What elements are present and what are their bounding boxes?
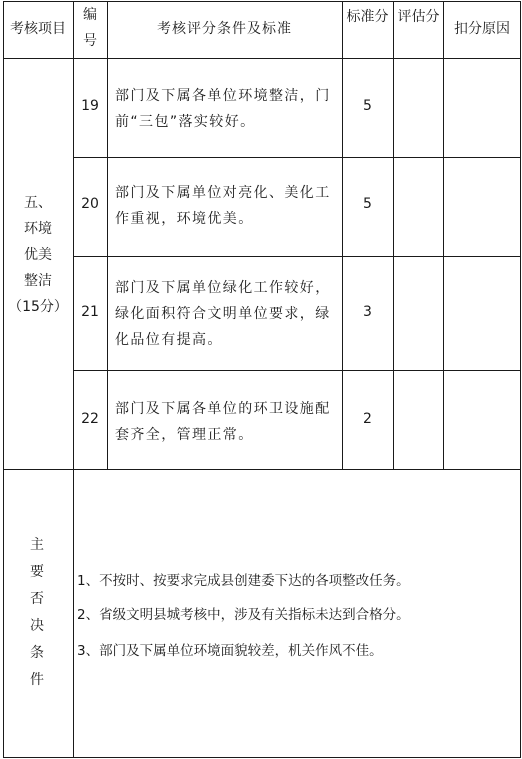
row-criteria: 部门及下属各单位的环卫设施配套齐全，管理正常。	[115, 401, 331, 443]
header-category: 考核项目	[10, 21, 66, 37]
row-standard-score: 5	[363, 196, 372, 212]
category-column-divider	[73, 1, 74, 758]
section-title-line1: 环境	[24, 221, 52, 237]
row-standard-score: 2	[363, 411, 372, 427]
veto-label: 主要否决条件	[30, 537, 44, 688]
section-points: （15分）	[8, 299, 68, 315]
row-number: 22	[81, 411, 99, 427]
row-standard-score: 3	[363, 304, 372, 320]
row-criteria: 部门及下属单位绿化工作较好，绿化面积符合文明单位要求，绿化品位有提高。	[115, 280, 331, 348]
header-number: 编号	[83, 7, 97, 49]
row-divider	[73, 157, 520, 158]
header-deduction-reason: 扣分原因	[454, 21, 510, 37]
header-assessed-score: 评估分	[397, 9, 440, 25]
header-standard-score: 标准分	[346, 9, 389, 25]
row-number: 19	[81, 98, 99, 114]
row-number: 21	[81, 304, 99, 320]
table-border-left	[3, 1, 4, 758]
standard-column-divider	[393, 1, 394, 470]
veto-item: 2、省级文明县城考核中，涉及有关指标未达到合格分。	[77, 607, 410, 623]
section-label	[3, 190, 73, 320]
section-number: 五、	[24, 195, 52, 211]
row-criteria: 部门及下属各单位环境整洁，门前“三包”落实较好。	[115, 88, 331, 130]
veto-item: 3、部门及下属单位环境面貌较差，机关作风不佳。	[77, 643, 383, 659]
row-divider	[73, 370, 520, 371]
row-number: 20	[81, 196, 99, 212]
veto-item: 1、不按时、按要求完成县创建委下达的各项整改任务。	[77, 573, 410, 589]
row-divider	[73, 256, 520, 257]
table-border-right	[520, 1, 521, 758]
header-criteria: 考核评分条件及标准	[157, 21, 292, 37]
row-standard-score: 5	[363, 98, 372, 114]
table-border-bottom	[3, 757, 520, 758]
row-criteria: 部门及下属单位对亮化、美化工作重视，环境优美。	[115, 185, 331, 227]
number-column-divider	[107, 1, 108, 470]
section-title-line2: 优美	[24, 247, 52, 263]
section-title-line3: 整洁	[24, 273, 52, 289]
assessed-column-divider	[443, 1, 444, 470]
